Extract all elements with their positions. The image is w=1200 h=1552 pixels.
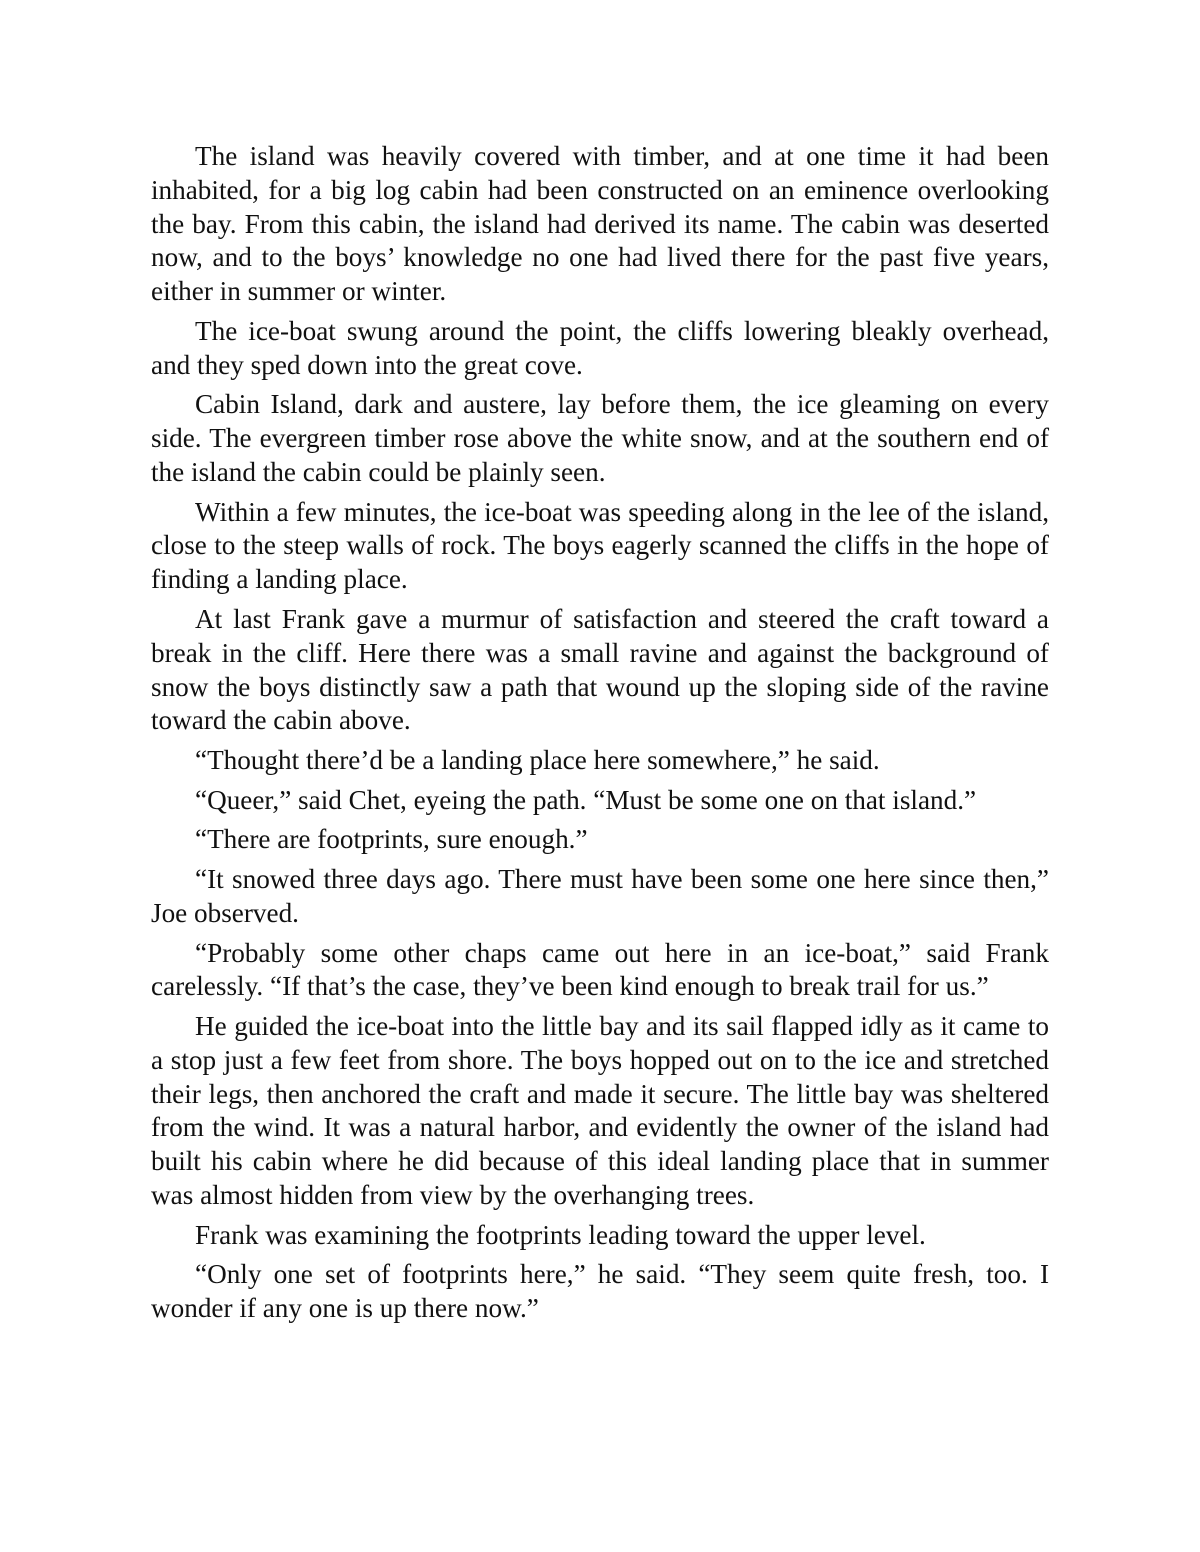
paragraph: Within a few minutes, the ice-boat was speeding along in the lee of the island, close to the steep walls of rock. The boys eagerly scanned the cliffs in the hope of finding a landing place. (151, 496, 1049, 595)
paragraph: Cabin Island, dark and austere, lay before them, the ice gleaming on every side. The evergreen timber rose above the white snow, and at the southern end of the island the cabin could be plainly seen. (151, 389, 1049, 487)
paragraph: “Thought there’d be a landing place here somewhere,” he said. (195, 745, 880, 775)
paragraph: He guided the ice-boat into the little bay and its sail flapped idly as it came to a stop just a few feet from shore. The boys hopped out on to the ice and stretched their legs, then anchored the craft and made it secure. The little bay was sheltered from the wind. It was a natural harbor, and evidently the owner of the island had built his cabin where he did because of this ideal landing place that in summer was almost hidden from view by the overhanging trees. (151, 1011, 1049, 1211)
paragraph: “Queer,” said Chet, eyeing the path. “Must be some one on that island.” (195, 784, 977, 815)
paragraph: “Probably some other chaps came out here in an ice-boat,” said Frank carelessly. “If that’s the case, they’ve been kind enough to break trail for us.” (151, 937, 1049, 1002)
paragraph: At last Frank gave a murmur of satisfaction and steered the craft toward a break in the cliff. Here there was a small ravine and against the background of snow the boys distinctly saw a path that wound up the sloping side of the ravine toward the cabin above. (151, 603, 1049, 736)
paragraph: “Only one set of footprints here,” he said. “They seem quite fresh, too. I wonder if any one is up there now.” (151, 1259, 1049, 1324)
paragraph: “There are footprints, sure enough.” (195, 824, 588, 855)
paragraph: The island was heavily covered with timber, and at one time it had been inhabited, for a big log cabin had been constructed on an eminence overlooking the bay. From this cabin, the island had derived its name. The cabin was deserted now, and to the boys’ knowledge no one had lived there for the past five years, either in summer or winter. (151, 141, 1049, 307)
paragraph: The ice-boat swung around the point, the cliffs lowering bleakly overhead, and they sped down into the great cove. (151, 315, 1049, 380)
page-body (151, 140, 1049, 1332)
paragraph: “It snowed three days ago. There must have been some one here since then,” Joe observed. (151, 864, 1049, 928)
paragraph: Frank was examining the footprints leading toward the upper level. (195, 1219, 926, 1250)
